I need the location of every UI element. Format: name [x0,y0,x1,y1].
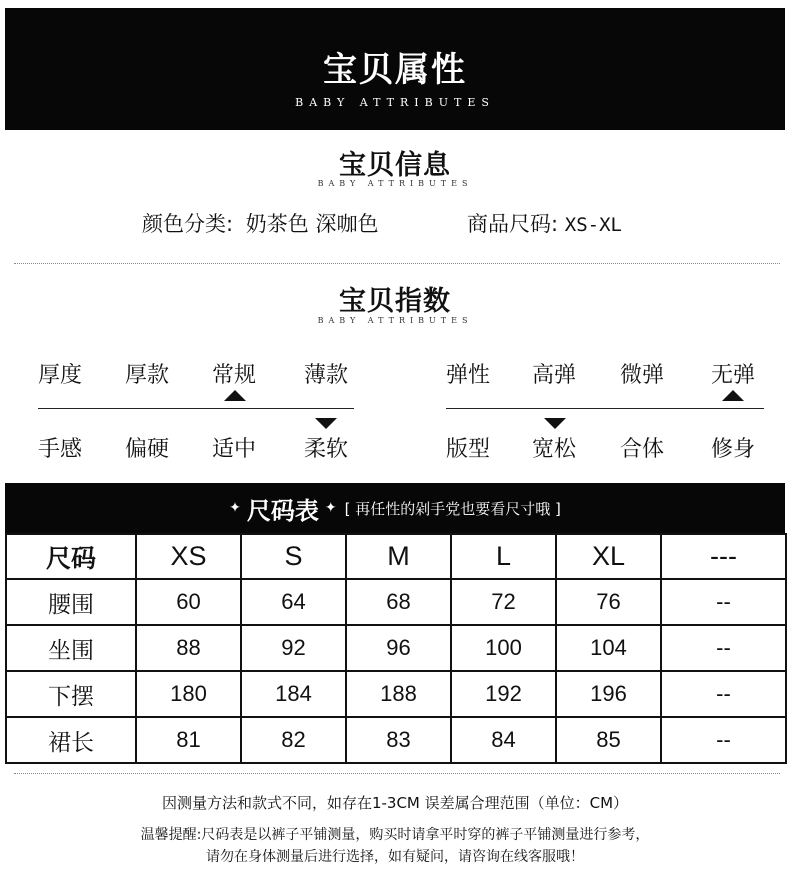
thickness-option-regular: 常规 [212,363,257,388]
elasticity-selected-marker [722,390,744,401]
elasticity-option-none: 无弹 [711,363,756,388]
table-cell: -- [661,671,786,717]
table-cell: -- [661,625,786,671]
page-subtitle: BABY ATTRIBUTES [295,96,495,109]
table-cell: 72 [451,579,556,625]
table-cell: 裙长 [6,717,136,763]
fit-label: 版型 [446,437,491,462]
table-cell: 100 [451,625,556,671]
table-cell: 180 [136,671,241,717]
table-header-cell: 尺码 [6,534,136,579]
table-cell: 腰围 [6,579,136,625]
measurement-note: 因测量方法和款式不同，如存在1-3CM 误差属合理范围（单位：CM） [161,794,629,812]
right-scale-line [446,408,764,409]
thickness-option-thick: 厚款 [125,363,170,388]
table-row [6,579,786,625]
index-section-title: 宝贝指数 [339,286,451,317]
table-header-row [6,534,786,579]
feel-option-medium: 适中 [212,437,257,462]
fit-option-regular: 合体 [620,437,665,462]
table-cell: 82 [241,717,346,763]
index-section-subtitle: BABY ATTRIBUTES [317,316,473,325]
feel-label: 手感 [38,437,83,462]
feel-selected-marker [315,418,337,429]
elasticity-option-high: 高弹 [532,363,577,388]
sparkle-right-icon: ✦ [324,500,337,516]
size-table [5,533,787,764]
table-header-cell: XS [136,534,241,579]
tip-line-2: 请勿在身体测量后进行选择，如有疑问，请咨询在线客服哦！ [206,849,584,865]
info-section-title: 宝贝信息 [339,150,451,181]
table-row [6,671,786,717]
color-label: 颜色分类: [142,212,234,236]
page-title: 宝贝属性 [323,50,467,90]
table-header-cell: --- [661,534,786,579]
table-cell: 68 [346,579,451,625]
table-cell: 184 [241,671,346,717]
table-header-cell: M [346,534,451,579]
table-cell: 196 [556,671,661,717]
table-cell: 坐围 [6,625,136,671]
table-header-cell: XL [556,534,661,579]
table-cell: 60 [136,579,241,625]
feel-option-soft: 柔软 [304,437,349,462]
thickness-selected-marker [224,390,246,401]
table-row [6,717,786,763]
table-row [6,625,786,671]
color-value: 奶茶色 深咖色 [245,212,379,236]
fit-selected-marker [544,418,566,429]
size-chart-note: [ 再任性的剁手党也要看尺寸哦 ] [344,499,561,518]
info-section-subtitle: BABY ATTRIBUTES [317,179,473,188]
divider [14,263,780,264]
table-cell: 84 [451,717,556,763]
size-chart-banner [5,483,785,533]
left-scale-line [38,408,354,409]
table-cell: 83 [346,717,451,763]
fit-option-slim: 修身 [711,437,756,462]
table-cell: 96 [346,625,451,671]
table-cell: 下摆 [6,671,136,717]
sparkle-left-icon: ✦ [229,500,241,516]
table-cell: 104 [556,625,661,671]
table-cell: 188 [346,671,451,717]
table-cell: 76 [556,579,661,625]
table-cell: 92 [241,625,346,671]
table-header-cell: L [451,534,556,579]
header-banner [5,8,785,130]
feel-option-hard: 偏硬 [125,437,170,462]
size-chart-title: 尺码表 [246,496,319,525]
table-cell: -- [661,579,786,625]
table-cell: 85 [556,717,661,763]
color-category [142,208,378,238]
table-cell: 88 [136,625,241,671]
divider [14,773,780,774]
size-label: 商品尺码: [467,212,559,236]
table-cell: 192 [451,671,556,717]
elasticity-label: 弹性 [446,363,491,388]
tip-line-1: 温馨提醒:尺码表是以裤子平铺测量，购买时请拿平时穿的裤子平铺测量进行参考， [140,827,650,843]
thickness-option-thin: 薄款 [304,363,349,388]
product-size [467,208,622,238]
elasticity-option-slight: 微弹 [620,363,665,388]
size-value: XS-XL [564,214,622,236]
table-cell: -- [661,717,786,763]
thickness-label: 厚度 [38,363,83,388]
table-header-cell: S [241,534,346,579]
table-cell: 64 [241,579,346,625]
table-cell: 81 [136,717,241,763]
fit-option-loose: 宽松 [532,437,577,462]
